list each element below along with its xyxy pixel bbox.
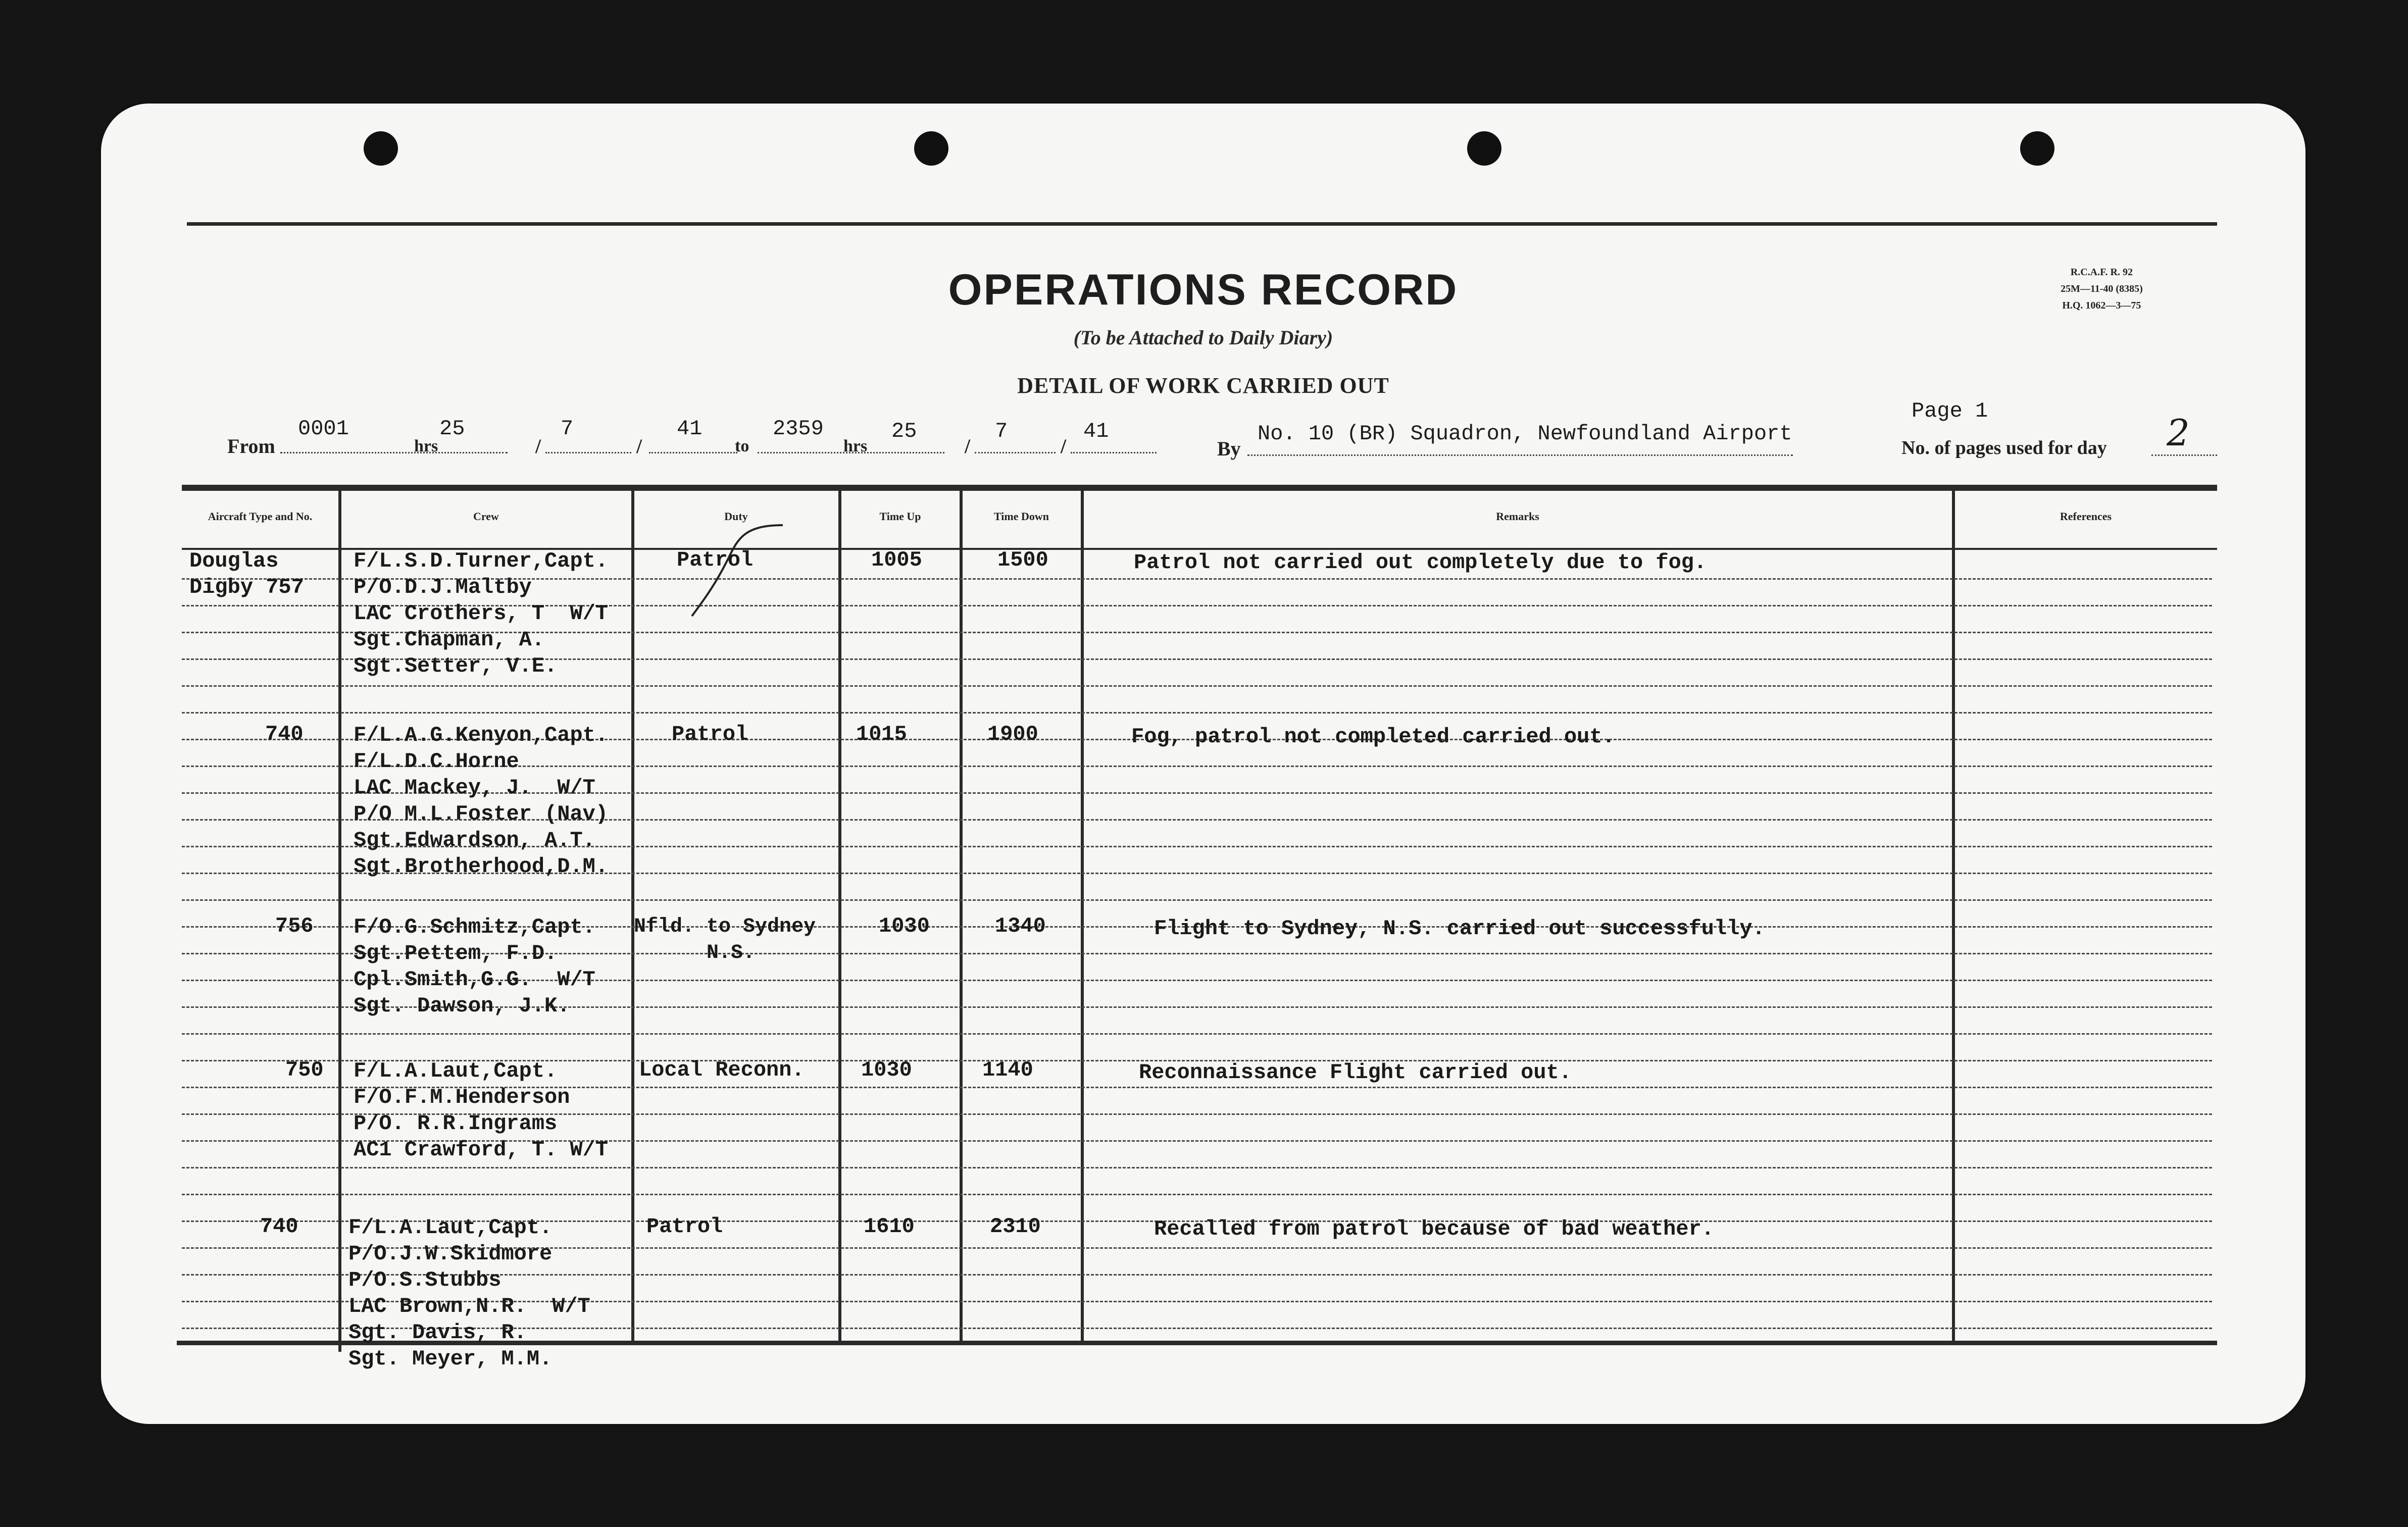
- ruled-line: [182, 685, 2212, 687]
- col-time-up: Time Up: [879, 510, 921, 523]
- entry-remarks: Reconnaissance Flight carried out.: [1139, 1060, 1572, 1085]
- entry-crew: F/L.S.D.Turner,Capt. P/O.D.J.Maltby LAC Crothers, T W/T Sgt.Chapman, A. Sgt.Setter, V.E.: [354, 549, 609, 678]
- entry-time-down: 1140: [982, 1058, 1033, 1082]
- entry-remarks: Fog, patrol not completed carried out.: [1131, 725, 1615, 749]
- ruled-line: [182, 712, 2212, 714]
- hrs-label: hrs: [414, 437, 438, 455]
- punch-hole: [1467, 131, 1501, 166]
- col-crew: Crew: [473, 510, 499, 523]
- pages-value: 2: [2167, 412, 2190, 454]
- date-separator: /: [1061, 435, 1067, 457]
- pages-label: No. of pages used for day: [1901, 437, 2107, 459]
- entry-aircraft: 756: [275, 914, 314, 938]
- page-number: Page 1: [1912, 399, 1988, 423]
- unit-name: No. 10 (BR) Squadron, Newfoundland Airport: [1258, 422, 1792, 446]
- entry-time-up: 1030: [861, 1058, 912, 1082]
- entry-crew: F/O.G.Schmitz,Capt. Sgt.Pettem, F.D. Cpl.Smith,G.G. W/T Sgt. Dawson, J.K.: [354, 915, 595, 1018]
- from-time: 0001: [298, 417, 349, 441]
- entry-crew: F/L.A.Laut,Capt. F/O.F.M.Henderson P/O. R.R.Ingrams AC1 Crawford, T. W/T: [354, 1059, 609, 1162]
- from-month-line: [545, 452, 631, 453]
- to-year-line: [1071, 452, 1157, 453]
- form-title: OPERATIONS RECORD: [948, 266, 1459, 314]
- entry-time-down: 1340: [995, 914, 1046, 938]
- from-day: 25: [439, 417, 465, 441]
- entry-time-down: 1500: [997, 548, 1048, 572]
- entry-remarks: Flight to Sydney, N.S. carried out successfully.: [1154, 917, 1765, 941]
- entry-remarks: Recalled from patrol because of bad weather.: [1154, 1217, 1714, 1241]
- detail-heading: DETAIL OF WORK CARRIED OUT: [1017, 373, 1389, 398]
- unit-line: [1247, 454, 1793, 456]
- date-separator: /: [636, 435, 642, 457]
- date-separator: /: [965, 435, 971, 457]
- punch-hole: [2020, 131, 2054, 166]
- to-month-line: [975, 452, 1056, 453]
- entry-aircraft: Douglas Digby 757: [189, 549, 304, 599]
- column-divider: [960, 491, 963, 1344]
- from-year: 41: [677, 417, 703, 441]
- top-rule: [187, 222, 2217, 226]
- entry-aircraft: 750: [285, 1058, 324, 1082]
- to-label: to: [735, 437, 749, 455]
- col-references: References: [2060, 510, 2112, 523]
- entry-duty: Patrol: [677, 548, 754, 572]
- from-year-line: [649, 452, 737, 453]
- ruled-line: [182, 899, 2212, 901]
- entry-duty: Local Reconn.: [639, 1058, 805, 1082]
- ruled-line: [182, 1167, 2212, 1168]
- ruled-line: [182, 1033, 2212, 1035]
- form-number: R.C.A.F. R. 92 25M—11-40 (8385) H.Q. 1062—3—75: [2061, 267, 2143, 311]
- entry-crew: F/L.A.Laut,Capt. P/O.J.W.Skidmore P/O.S.Stubbs LAC Brown,N.R. W/T Sgt. Davis, R. Sgt. Meyer, M.M.: [348, 1215, 590, 1371]
- to-day: 25: [891, 419, 917, 443]
- entry-aircraft: 740: [260, 1214, 298, 1239]
- from-month: 7: [561, 417, 574, 441]
- entry-aircraft: 740: [265, 722, 304, 746]
- entry-time-up: 1610: [864, 1214, 915, 1239]
- entry-duty: Patrol: [672, 722, 748, 746]
- form-subtitle: (To be Attached to Daily Diary): [1073, 326, 1333, 349]
- column-divider: [338, 491, 341, 1352]
- to-month: 7: [995, 419, 1008, 443]
- entry-remarks: Patrol not carried out completely due to fog.: [1134, 550, 1707, 575]
- col-remarks: Remarks: [1496, 510, 1539, 523]
- column-divider: [1081, 491, 1084, 1344]
- entry-time-down: 2310: [990, 1214, 1041, 1239]
- to-time: 2359: [773, 417, 824, 441]
- col-duty: Duty: [724, 510, 748, 523]
- table-top-rule: [182, 485, 2217, 491]
- col-aircraft: Aircraft Type and No.: [208, 510, 313, 523]
- from-time-line: [280, 452, 508, 453]
- col-time-down: Time Down: [994, 510, 1049, 523]
- hrs-label: hrs: [843, 437, 868, 455]
- to-year: 41: [1083, 419, 1109, 443]
- entry-time-up: 1005: [871, 548, 922, 572]
- column-divider: [838, 491, 841, 1344]
- by-label: By: [1217, 437, 1241, 460]
- record-card: [101, 104, 2305, 1424]
- punch-hole: [914, 131, 948, 166]
- entry-time-up: 1015: [856, 722, 907, 746]
- punch-hole: [364, 131, 398, 166]
- from-label: From: [227, 435, 275, 457]
- entry-duty: Nfld. to Sydney N.S.: [634, 915, 816, 964]
- date-separator: /: [535, 435, 541, 457]
- column-divider: [1952, 491, 1955, 1344]
- entry-time-up: 1030: [879, 914, 930, 938]
- entry-time-down: 1900: [987, 722, 1038, 746]
- entry-duty: Patrol: [646, 1214, 723, 1239]
- ruled-line: [182, 1194, 2212, 1195]
- pages-line: [2151, 454, 2217, 456]
- entry-crew: F/L.A.G.Kenyon,Capt. F/L.D.C.Horne LAC Mackey, J. W/T P/O M.L.Foster (Nav) Sgt.Edwardson, A.T. Sgt.Brotherhood,D.M.: [354, 723, 609, 879]
